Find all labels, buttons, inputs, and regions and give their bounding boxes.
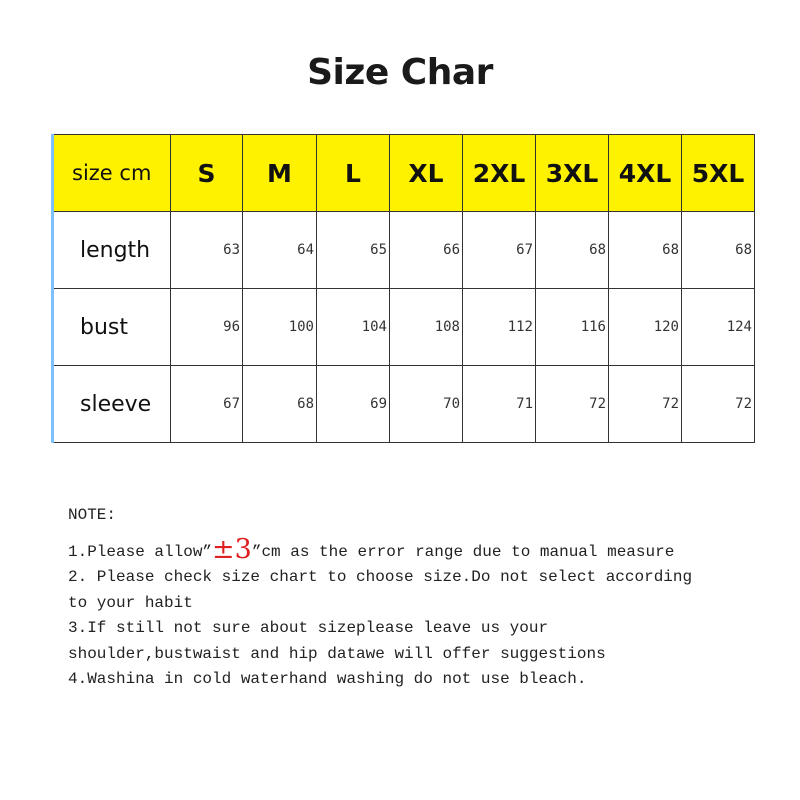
table-cell: 67 <box>171 366 243 443</box>
table-row-bust <box>53 289 755 366</box>
table-cell: 63 <box>171 212 243 289</box>
table-row-length <box>53 212 755 289</box>
table-cell: 72 <box>536 366 609 443</box>
tolerance-value: ±3 <box>212 533 252 565</box>
size-header-5xl: 5XL <box>682 135 755 212</box>
note-1-suffix: ”cm as the error range due to manual measure <box>251 542 675 561</box>
table-cell: 68 <box>243 366 317 443</box>
table-cell: 68 <box>536 212 609 289</box>
table-cell: 112 <box>463 289 536 366</box>
note-line-2a: 2. Please check size chart to choose size.Do not select according <box>68 568 693 586</box>
table-cell: 116 <box>536 289 609 366</box>
table-header-row <box>53 135 755 212</box>
note-1-prefix: 1.Please allow” <box>68 542 213 561</box>
note-line-3a: 3.If still not sure about sizeplease leave us your <box>68 619 549 637</box>
table-cell: 65 <box>317 212 390 289</box>
table-cell: 72 <box>682 366 755 443</box>
size-header-l: L <box>317 135 390 212</box>
corner-label: size cm <box>53 135 171 212</box>
table-cell: 104 <box>317 289 390 366</box>
size-header-m: M <box>243 135 317 212</box>
table-cell: 100 <box>243 289 317 366</box>
table-cell: 64 <box>243 212 317 289</box>
table-cell: 70 <box>390 366 463 443</box>
note-line-4: 4.Washina in cold waterhand washing do not use bleach. <box>68 670 587 688</box>
table-cell: 108 <box>390 289 463 366</box>
row-label-bust: bust <box>53 289 171 366</box>
size-header-4xl: 4XL <box>609 135 682 212</box>
note-line-3b: shoulder,bustwaist and hip datawe will offer suggestions <box>68 644 606 663</box>
table-cell: 66 <box>390 212 463 289</box>
notes-heading: NOTE: <box>68 506 117 524</box>
size-header-s: S <box>171 135 243 212</box>
note-line-2b: to your habit <box>68 593 193 612</box>
table-cell: 71 <box>463 366 536 443</box>
notes-section <box>68 503 768 693</box>
size-chart-table <box>51 134 755 443</box>
page-title: Size Char <box>307 52 493 93</box>
table-cell: 120 <box>609 289 682 366</box>
table-cell: 96 <box>171 289 243 366</box>
table-cell: 68 <box>609 212 682 289</box>
table-cell: 124 <box>682 289 755 366</box>
table-cell: 68 <box>682 212 755 289</box>
row-label-length: length <box>53 212 171 289</box>
row-label-sleeve: sleeve <box>53 366 171 443</box>
table-cell: 67 <box>463 212 536 289</box>
note-line-1 <box>68 533 768 566</box>
size-header-2xl: 2XL <box>463 135 536 212</box>
table-row-sleeve <box>53 366 755 443</box>
table-cell: 69 <box>317 366 390 443</box>
size-header-xl: XL <box>390 135 463 212</box>
table-cell: 72 <box>609 366 682 443</box>
size-header-3xl: 3XL <box>536 135 609 212</box>
